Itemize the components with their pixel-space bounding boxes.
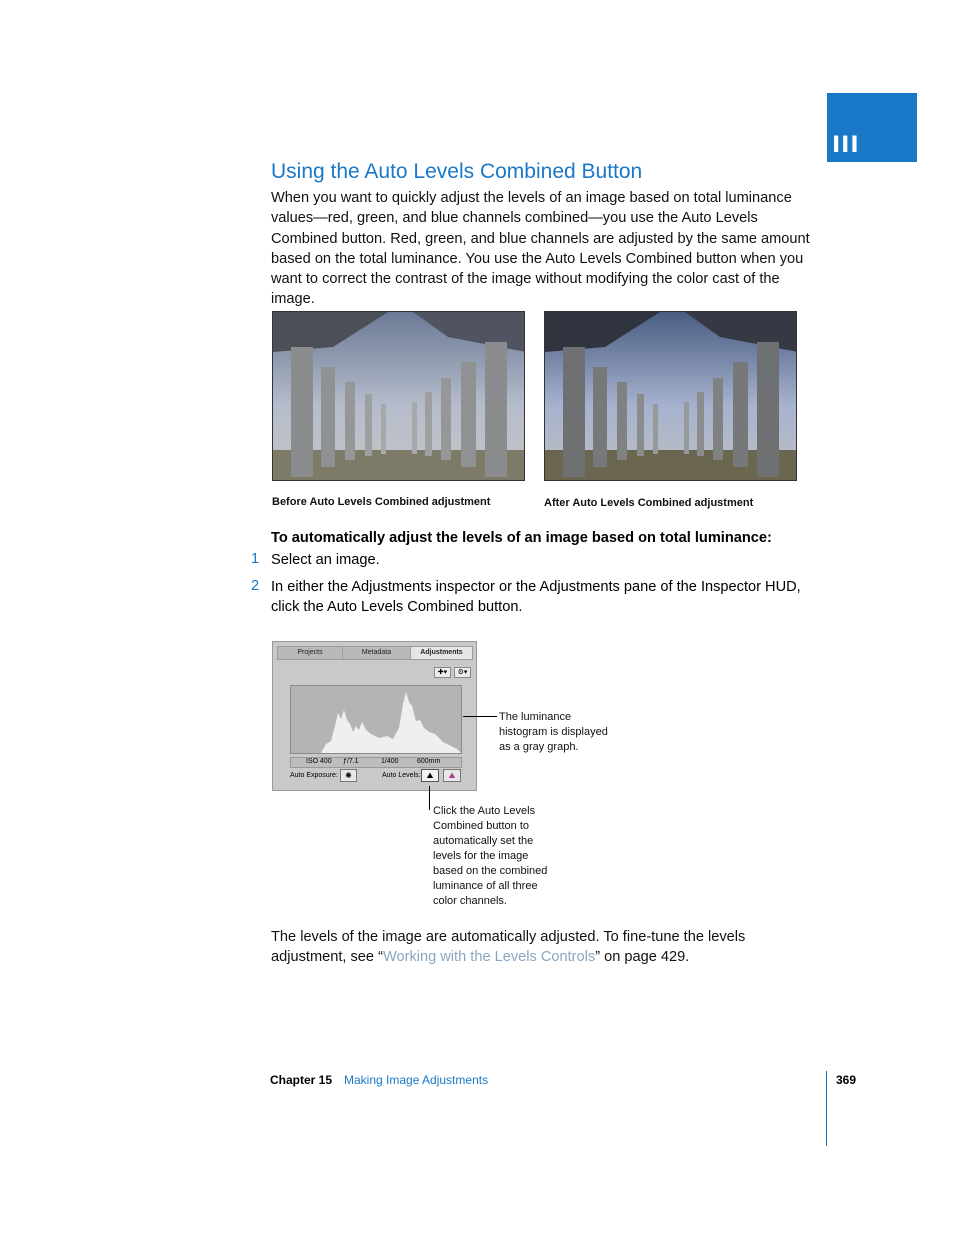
histogram-graph [291,686,461,753]
footer-divider [826,1071,827,1146]
footer-chapter: Chapter 15 [270,1073,333,1087]
bridge-image-before [273,312,525,481]
focal-length-value: 600mm [417,758,441,765]
auto-levels-label: Auto Levels: [382,772,421,779]
section-heading: Using the Auto Levels Combined Button [271,160,643,183]
auto-exposure-button[interactable] [340,769,357,782]
tab-adjustments[interactable]: Adjustments [411,647,472,659]
part-tab [827,93,917,162]
levels-controls-link[interactable]: Working with the Levels Controls [382,949,596,966]
separate-levels-icon: ⛰ [448,771,456,780]
luminance-histogram [290,685,462,754]
iso-value: ISO 400 [306,758,332,765]
step-number: 2 [251,578,260,594]
procedure-heading: To automatically adjust the levels of an image based on total luminance: [271,530,772,546]
settings-button[interactable] [454,667,471,678]
button-callout-text: Click the Auto Levels Combined button to automatically set the levels for the image based on the combined luminance of all three color channels. [433,805,548,907]
aperture-value: ƒ/7.1 [343,758,359,765]
tab-projects[interactable]: Projects [278,647,343,659]
step-number: 1 [251,551,260,567]
closing-paragraph [271,927,823,968]
part-tab-label: III [832,133,860,158]
before-caption: Before Auto Levels Combined adjustment [272,496,491,508]
footer-chapter-title[interactable]: Making Image Adjustments [344,1073,489,1087]
auto-levels-combined-button[interactable] [421,769,439,782]
combined-levels-icon: ⛰ [426,771,434,780]
step-text: In either the Adjustments inspector or the Adjustments pane of the Inspector HUD, click the Auto Levels Combined button. [271,579,801,616]
after-caption: After Auto Levels Combined adjustment [544,497,754,509]
auto-levels-separate-button[interactable] [443,769,461,782]
button-callout-line [429,786,430,810]
closing-text-end: ” on page 429. [595,949,690,966]
intro-paragraph: When you want to quickly adjust the levels of an image based on total luminance values—red, green, and blue channels combined—you use the Auto Levels Combined button. Red, green, and blue channels are adjusted by the same amount based on the total luminance. You use the Auto Levels Combined button when you want to correct the contrast of the image without modifying the color cast of the image. [271,190,810,308]
add-adjustment-button[interactable] [434,667,451,678]
after-photo [544,311,797,481]
page-number: 369 [836,1073,857,1087]
bridge-image-after [545,312,797,481]
before-photo [272,311,525,481]
inspector-hud [272,641,477,791]
plus-icon: ✚▾ [437,669,448,676]
tab-metadata[interactable]: Metadata [343,647,411,659]
histogram-callout-text: The luminance histogram is displayed as a gray graph. [499,711,608,753]
gear-icon: ⚙▾ [457,669,468,676]
exif-strip [290,757,462,768]
closing-text: The levels of the image are automatically adjusted. To fine-tune the levels adjustment, see “ [271,929,746,966]
shutter-value: 1/400 [381,758,399,765]
histogram-callout-line [463,716,497,717]
step-text: Select an image. [271,552,380,568]
auto-exposure-label: Auto Exposure: [290,772,338,779]
exposure-icon: ✺ [345,771,352,780]
